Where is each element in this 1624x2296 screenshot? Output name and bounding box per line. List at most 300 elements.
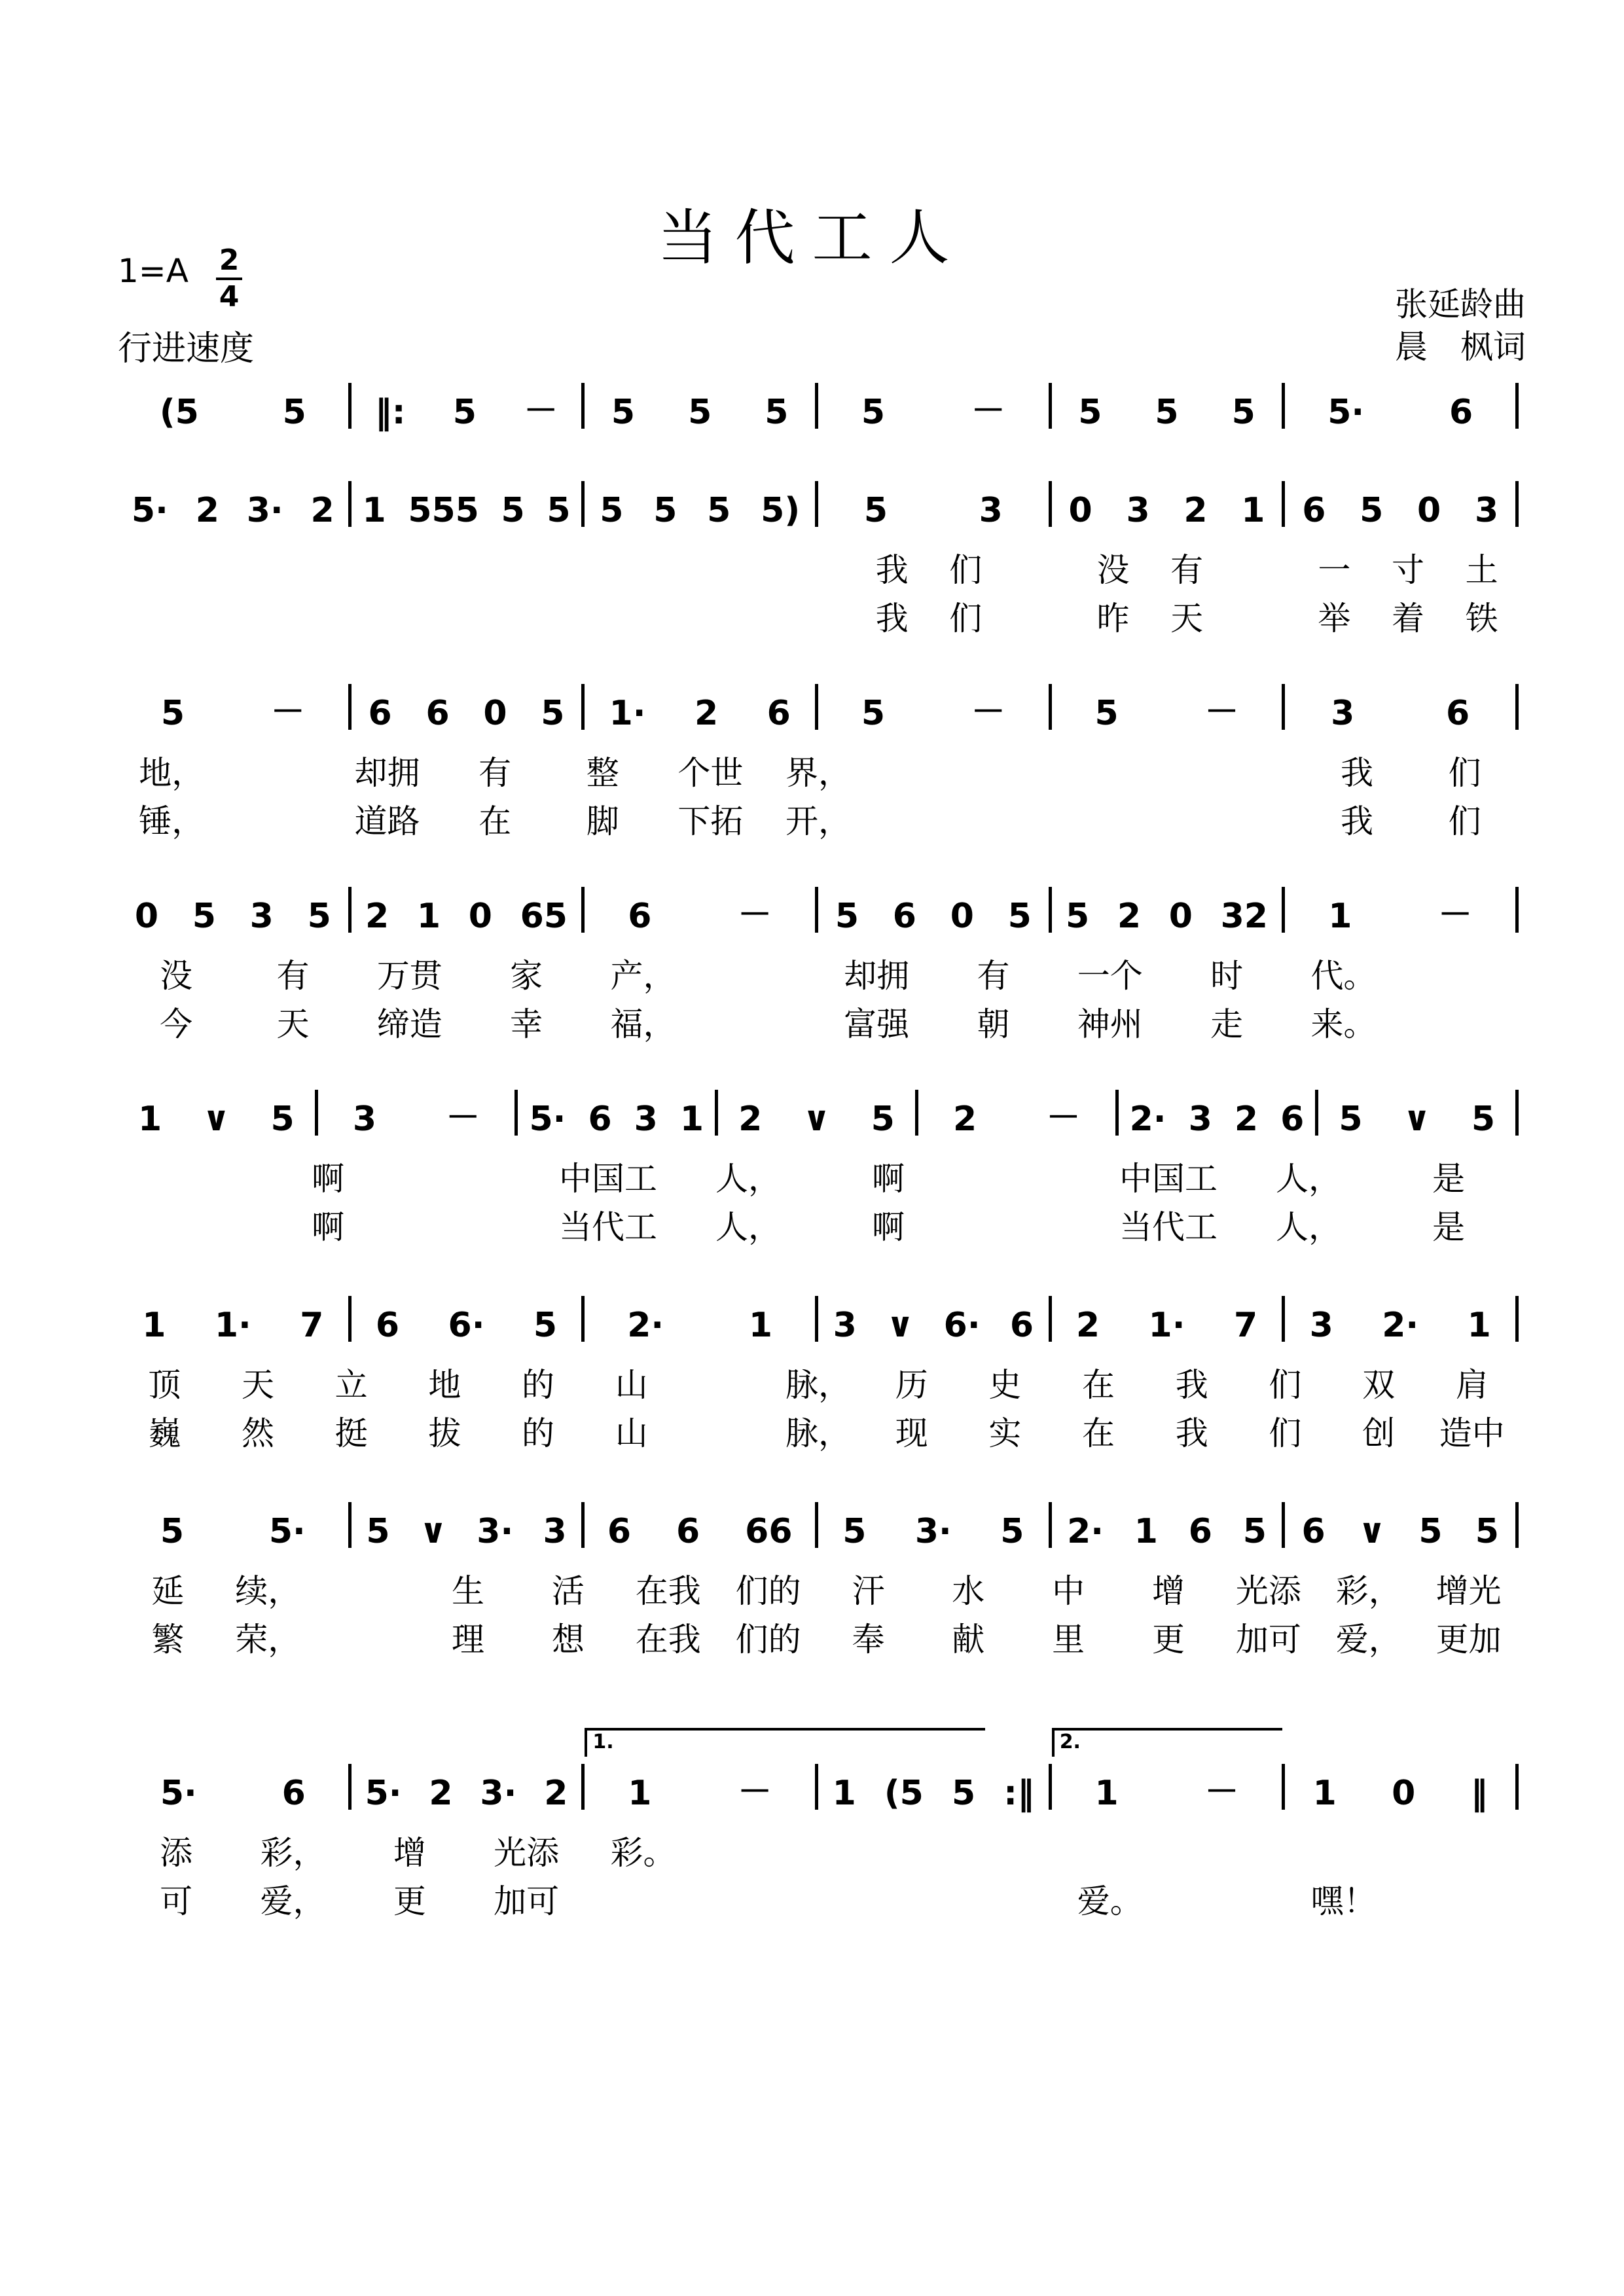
lyrics-verse-1 [118,746,1519,795]
note: 0 [950,897,974,936]
note: 5 [366,1512,390,1551]
lyric-syllable: 朝 [977,1005,1010,1043]
lyric-syllable: 是 [1432,1160,1465,1198]
note: 5 [707,491,731,530]
system-8 [118,1731,1519,1923]
lyric-syllable: 铁 [1465,600,1498,637]
measure [518,1086,715,1139]
note: 66 [745,1512,793,1551]
lyric-syllable: 献 [952,1621,985,1659]
measure [1052,380,1282,432]
lyric-syllable: 奉 [852,1621,885,1659]
note: 5 [547,491,571,530]
lyric-syllable: 家 [510,957,543,995]
measure [1052,884,1282,936]
lyric-syllable: 界， [785,754,851,792]
note: 5 [871,1100,895,1139]
measure [352,478,582,530]
lyric-syllable: 今 [160,1005,193,1043]
note: 5· [160,1774,197,1813]
measure [818,380,1049,432]
lyric-syllable: 创 [1362,1414,1396,1452]
measure [585,681,815,733]
measure [818,884,1049,936]
note: 5 [1418,1512,1443,1551]
lyric-syllable: 着 [1391,600,1424,637]
lyrics-verse-1 [118,1152,1519,1200]
notes-row [118,1499,1519,1551]
measure [1285,884,1515,936]
lyrics-verse-2 [118,592,1519,640]
lyric-syllable: 有 [977,957,1010,995]
note: 5· [268,1512,306,1551]
lyric-syllable: 地， [139,754,205,792]
note: 0 [1392,1774,1416,1813]
note: 5 [1155,393,1179,432]
note: 1 [628,1774,652,1813]
lyric-syllable: 史 [988,1366,1022,1404]
note: 6 [588,1100,612,1139]
note: 5 [1475,1512,1499,1551]
note: 5 [1066,897,1090,936]
lyric-syllable: 造中 [1439,1414,1505,1452]
note: 0 [1168,897,1193,936]
system-5 [118,1086,1519,1249]
lyrics-verse-2 [118,1613,1519,1661]
lyric-syllable: 中国工 [1119,1160,1218,1198]
note: 0 [134,897,159,936]
lyric-syllable: 们 [1269,1366,1302,1404]
lyric-syllable: 土 [1465,551,1498,589]
lyric-syllable: 道路 [354,802,420,840]
measure [352,884,582,936]
lyric-syllable: 我 [1175,1414,1208,1452]
lyric-syllable: 中国工 [559,1160,657,1198]
notes-row [118,1731,1519,1813]
note: 7 [300,1306,324,1345]
lyrics-verse-1 [118,1564,1519,1613]
note: 3· [246,491,283,530]
note: － [1204,692,1239,732]
measure [352,380,582,432]
note: 5 [1242,1512,1267,1551]
note: 5 [160,1512,185,1551]
measure [585,1731,815,1813]
note: 5 [1231,393,1255,432]
note: 1 [142,1306,166,1345]
note: 6 [1188,1512,1212,1551]
note: 5 [282,393,306,432]
measure [818,478,1049,530]
lyric-syllable: 顶 [148,1366,181,1404]
measure [1052,1499,1282,1551]
note: 5 [533,1306,558,1345]
system-6 [118,1293,1519,1455]
note: 3 [634,1100,658,1139]
note: 5 [611,393,636,432]
lyric-syllable: 现 [895,1414,928,1452]
note: 2· [1067,1512,1104,1551]
lyrics-verse-1 [118,1358,1519,1407]
note: 6 [1446,694,1470,733]
lyric-syllable: 在我 [635,1572,701,1610]
note: 2· [1382,1306,1419,1345]
barline [1515,383,1519,429]
lyric-syllable: 却拥 [354,754,420,792]
measure [718,1086,915,1139]
lyric-syllable: 时 [1210,957,1244,995]
note: 1· [1148,1306,1185,1345]
lyric-syllable: 爱， [260,1882,326,1920]
note: 2· [1129,1100,1166,1139]
note: 3 [1331,694,1355,733]
lyric-syllable: 荣， [235,1621,301,1659]
lyric-syllable: 在 [1082,1366,1115,1404]
barline [1515,684,1519,730]
lyric-syllable: 山 [615,1366,648,1404]
lyric-syllable: 走 [1210,1005,1244,1043]
lyric-syllable: 天 [1170,600,1204,637]
measure [118,884,348,936]
song-title: 当代工人 [657,203,967,273]
lyric-syllable: 嘿！ [1310,1882,1377,1920]
lyric-syllable: 人， [1276,1208,1341,1246]
notes-row [118,681,1519,733]
measure [818,681,1049,733]
note: 3· [914,1512,952,1551]
measure [352,1499,582,1551]
lyric-syllable: 增 [393,1834,426,1872]
notes-row [118,478,1519,530]
lyric-syllable: 理 [452,1621,484,1659]
lyric-syllable: 们 [1448,802,1481,840]
barline [1515,887,1519,933]
note: ∨ [803,1100,831,1139]
composer-credit: 张延龄曲 [1395,285,1526,323]
lyric-syllable: 寸 [1391,551,1424,589]
note: 2 [694,694,719,733]
note: 6 [1009,1306,1034,1345]
note: 3 [1126,491,1150,530]
note: ∨ [419,1512,448,1551]
notes-row [118,1086,1519,1139]
lyric-syllable: 幸 [510,1005,543,1043]
note: 5 [1471,1100,1495,1139]
lyric-syllable: 举 [1318,600,1351,637]
note: 6 [1302,491,1326,530]
note: 3 [249,897,274,936]
measure [118,681,348,733]
note: 6· [448,1306,485,1345]
measure [1318,1086,1515,1139]
lyric-syllable: 中 [1052,1572,1085,1610]
note: 0 [468,897,492,936]
note: (5 [159,393,199,432]
note: 6 [607,1512,632,1551]
note: 2· [627,1306,664,1345]
lyric-syllable: 立 [334,1366,368,1404]
note: － [270,692,305,732]
note: 2 [738,1100,763,1139]
lyrics-verse-1 [118,1826,1519,1874]
note: 5 [1360,491,1384,530]
lyric-syllable: 们的 [735,1572,801,1610]
note: 5 [1007,897,1032,936]
note: 5 [600,491,624,530]
note: 1 [832,1774,856,1813]
measure [1285,1499,1515,1551]
note: 5 [541,694,565,733]
volta-1: 1. [585,1728,985,1757]
lyric-syllable: 没 [160,957,193,995]
lyric-syllable: 啊 [312,1160,344,1198]
lyric-syllable: 我 [1341,802,1373,840]
barline [1515,1090,1519,1136]
note: 0 [1417,491,1441,530]
lyrics-verse-2 [118,795,1519,843]
lyric-syllable: 没 [1096,551,1130,589]
note: 5 [192,897,216,936]
note: 1 [1467,1306,1491,1345]
note: 1· [609,694,646,733]
note: 2 [1234,1100,1259,1139]
lyric-syllable: 更加 [1435,1621,1502,1659]
note: 5 [1078,393,1102,432]
note: － [524,391,558,431]
lyric-syllable: 可 [160,1882,193,1920]
lyric-syllable: 我 [1175,1366,1208,1404]
note: 3· [477,1512,514,1551]
note: 6 [368,694,392,733]
lyric-syllable: 是 [1432,1208,1465,1246]
lyric-syllable: 在我 [635,1621,701,1659]
lyric-syllable: 加可 [494,1882,560,1920]
note: 6 [628,897,652,936]
note: 1 [1094,1774,1119,1813]
key-label: 1=A [118,252,189,290]
lyric-syllable: 生 [452,1572,484,1610]
measure [1285,1293,1515,1345]
lyric-syllable: 下拓 [677,802,744,840]
lyric-syllable: 神州 [1077,1005,1143,1043]
note: ∨ [1403,1100,1431,1139]
note: 6 [676,1512,700,1551]
system-2 [118,478,1519,640]
lyric-syllable: 我 [875,551,909,589]
lyric-syllable: 个世 [677,754,744,792]
key-signature [118,243,240,314]
lyric-syllable: 拔 [428,1414,461,1452]
lyric-syllable: 续， [235,1572,301,1610]
note: ‖: [374,393,406,432]
measure [1285,1761,1515,1813]
measure [352,681,582,733]
note: 2 [429,1774,453,1813]
measure [1052,681,1282,733]
lyric-syllable: 水 [952,1572,985,1610]
note: 3 [1309,1306,1333,1345]
notes-row [118,1293,1519,1345]
lyric-syllable: 万贯 [376,957,442,995]
lyric-syllable: 彩。 [610,1834,676,1872]
note: 5 [1000,1512,1024,1551]
note: 6 [767,694,791,733]
note: 3 [543,1512,567,1551]
note: 6 [1280,1100,1305,1139]
note: 6 [1301,1512,1326,1551]
lyric-syllable: 锤， [139,802,205,840]
measure [1052,1731,1282,1813]
note: 3 [1474,491,1499,530]
lyric-syllable: 爱。 [1077,1882,1143,1920]
note: 2 [1183,491,1208,530]
lyric-syllable: 里 [1052,1621,1085,1659]
lyric-syllable: 在 [1082,1414,1115,1452]
note: 1 [1241,491,1265,530]
volta-2: 2. [1052,1728,1282,1757]
note: 555 [408,491,479,530]
lyric-syllable: 开， [785,802,851,840]
lyrics-verse-2 [118,997,1519,1046]
lyric-syllable: 产， [610,957,676,995]
lyric-syllable: 光添 [1235,1572,1301,1610]
lyric-syllable: 繁 [151,1621,185,1659]
lyric-syllable: 挺 [334,1414,368,1452]
lyric-syllable: 一 [1318,551,1351,589]
measure [585,884,815,936]
note: 5 [688,393,712,432]
note: 1 [679,1100,704,1139]
lyric-syllable: 缔造 [376,1005,442,1043]
lyric-syllable: 昨 [1096,600,1130,637]
note: 5· [131,491,168,530]
lyric-syllable: 有 [1170,551,1204,589]
note: 5· [365,1774,402,1813]
note: 6 [425,694,450,733]
lyric-syllable: 脉， [785,1366,852,1404]
measure [818,1499,1049,1551]
lyric-syllable: 当代工 [1119,1208,1218,1246]
note: 65 [520,897,568,936]
note: － [738,895,772,935]
note: 5 [1339,1100,1363,1139]
note: ∨ [1358,1512,1386,1551]
note: 1 [416,897,441,936]
note: － [1438,895,1473,935]
note: 6 [281,1774,306,1813]
lyric-syllable: 啊 [312,1208,344,1246]
measure [118,1293,348,1345]
lyric-syllable: 富强 [844,1005,910,1043]
note: 1 [1328,897,1352,936]
lyric-syllable: 肩 [1455,1366,1489,1404]
measure [1285,478,1515,530]
measure [118,380,348,432]
lyric-syllable: 一个 [1077,957,1143,995]
note: 5 [160,694,185,733]
note: 3 [352,1100,377,1139]
measure [1052,478,1282,530]
barline [1515,481,1519,527]
lyric-syllable: 增光 [1435,1572,1502,1610]
lyrics-verse-1 [118,543,1519,592]
lyric-syllable: 彩， [260,1834,326,1872]
lyric-syllable: 有 [276,957,310,995]
note: 7 [1233,1306,1258,1345]
note: 2 [953,1100,977,1139]
note: 1 [362,491,386,530]
tempo-marking: 行进速度 [118,329,255,368]
lyric-syllable: 历 [895,1366,928,1404]
measure [918,1086,1115,1139]
lyric-syllable: 们 [1448,754,1481,792]
system-4 [118,884,1519,1046]
note: 3 [1188,1100,1212,1139]
system-3 [118,681,1519,843]
lyric-syllable: 人， [715,1160,781,1198]
note: 6 [1449,393,1473,432]
lyric-syllable: 添 [160,1834,193,1872]
measure [352,1293,582,1345]
note: 1· [214,1306,251,1345]
lyric-syllable: 然 [242,1414,274,1452]
lyric-syllable: 增 [1152,1572,1185,1610]
lyric-syllable: 啊 [872,1160,905,1198]
measure [118,1761,348,1813]
lyric-syllable: 更 [393,1882,426,1920]
lyric-syllable: 想 [551,1621,585,1659]
time-signature [216,245,242,312]
note: 2 [544,1774,568,1813]
note: 1 [748,1306,773,1345]
lyric-syllable: 们的 [735,1621,801,1659]
lyrics-verse-2 [118,1407,1519,1455]
note: 5 [1094,694,1119,733]
measure [318,1086,515,1139]
barline [1515,1764,1519,1810]
note: － [446,1098,480,1138]
lyric-syllable: 人， [1276,1160,1341,1198]
lyric-syllable: 天 [276,1005,310,1043]
lyric-syllable: 爱， [1335,1621,1401,1659]
measure [1285,681,1515,733]
time-bottom: 4 [219,280,240,314]
system-7 [118,1499,1519,1661]
measure [118,1086,315,1139]
system-1 [118,380,1519,432]
note: 5 [861,393,886,432]
lyric-syllable: 代。 [1310,957,1377,995]
lyric-syllable: 巍 [148,1414,181,1452]
note: 2 [195,491,219,530]
lyric-syllable: 有 [478,754,512,792]
lyric-syllable: 延 [151,1572,185,1610]
lyric-syllable: 来。 [1310,1005,1377,1043]
note: 5 [861,694,886,733]
lyric-syllable: 更 [1152,1621,1185,1659]
measure [585,1293,815,1345]
lyric-syllable: 们 [949,551,983,589]
lyric-syllable: 双 [1362,1366,1396,1404]
note: 5) [761,491,801,530]
lyric-syllable: 地 [428,1366,461,1404]
lyric-syllable: 们 [1269,1414,1302,1452]
note: 3· [480,1774,517,1813]
note: 32 [1220,897,1268,936]
lyrics-verse-1 [118,949,1519,997]
note: 2 [1075,1306,1100,1345]
note: 0 [1068,491,1092,530]
